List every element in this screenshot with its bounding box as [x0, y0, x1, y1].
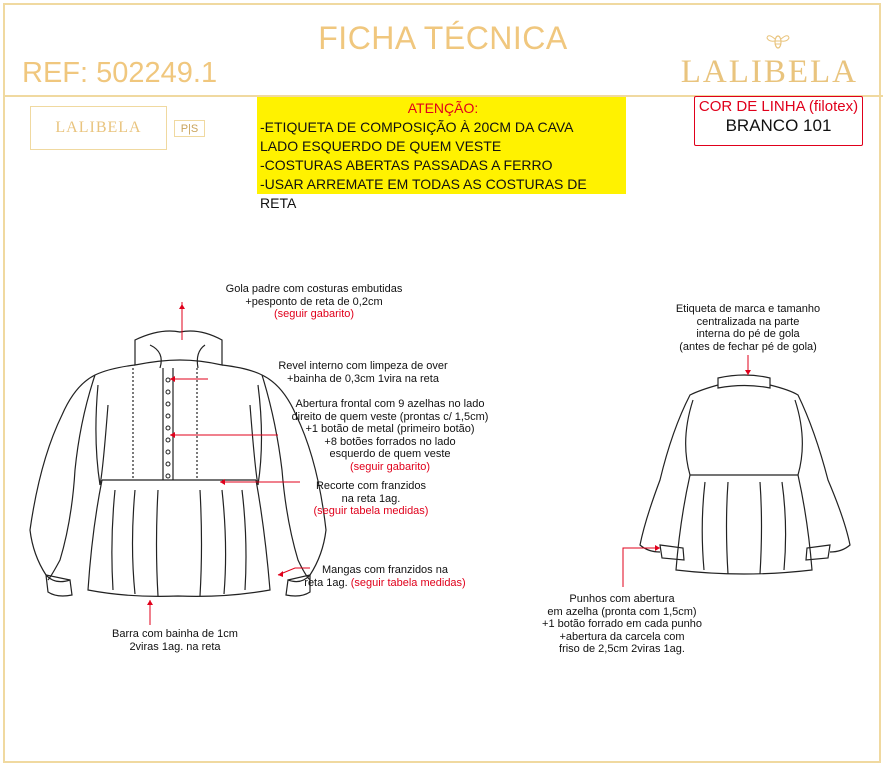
note-line: reta 1ag.: [304, 576, 348, 589]
brand-logo: LALIBELA: [680, 54, 858, 90]
note-line: esquerdo de quem veste: [329, 448, 451, 460]
note-collar: [196, 283, 432, 321]
note-cuffs: [512, 593, 732, 656]
note-line: +1 botão de metal (primeiro botão): [305, 423, 475, 435]
note-line: centralizada na parte: [696, 315, 800, 328]
note-line: (antes de fechar pé de gola): [679, 340, 817, 353]
note-hem: [90, 628, 260, 653]
note-sleeves: [290, 564, 480, 589]
note-line-red: (seguir tabela medidas): [313, 505, 429, 517]
thread-heading: COR DE LINHA (filotex): [698, 98, 859, 115]
attention-line: -ETIQUETA DE COMPOSIÇÃO À 20CM DA CAVA: [260, 119, 574, 135]
note-line: direito de quem veste (prontas c/ 1,5cm): [291, 410, 489, 423]
note-opening: [270, 398, 510, 473]
note-line-red: (seguir gabarito): [273, 308, 355, 320]
attention-line: -USAR ARREMATE EM TODAS AS COSTURAS DE RETA: [260, 176, 587, 211]
note-line: interna do pé de gola: [696, 328, 800, 340]
thread-value: BRANCO 101: [725, 116, 832, 135]
note-line: 2viras 1ag. na reta: [129, 640, 221, 653]
note-line: Mangas com franzidos na: [322, 564, 448, 576]
front-buttons: [166, 378, 170, 478]
attention-heading: ATENÇÃO:: [407, 100, 479, 116]
label-brand-box: LALIBELA: [30, 106, 167, 150]
note-line-red: (seguir tabela medidas): [350, 576, 466, 589]
note-facing: [258, 360, 468, 385]
back-view-drawing: [640, 375, 850, 574]
reference-code: REF: 502249.1: [22, 57, 218, 89]
note-line: +8 botões forrados no lado: [324, 435, 456, 448]
note-line: Abertura frontal com 9 azelhas no lado: [295, 398, 485, 410]
note-yoke: [296, 480, 446, 518]
note-line: +abertura da carcela com: [559, 630, 685, 643]
label-size-box: P|S: [174, 120, 205, 137]
note-line: em azelha (pronta com 1,5cm): [547, 605, 697, 618]
note-line: +pesponto de reta de 0,2cm: [245, 295, 383, 308]
attention-line: -COSTURAS ABERTAS PASSADAS A FERRO: [260, 157, 553, 173]
note-line: Revel interno com limpeza de over: [278, 360, 448, 372]
note-line: Etiqueta de marca e tamanho: [675, 303, 821, 315]
note-line: na reta 1ag.: [341, 492, 401, 505]
attention-line: LADO ESQUERDO DE QUEM VESTE: [260, 138, 502, 154]
note-line: Barra com bainha de 1cm: [112, 628, 238, 640]
note-brand-label: [658, 303, 838, 353]
note-line: friso de 2,5cm 2viras 1ag.: [559, 643, 685, 655]
note-line: +1 botão forrado em cada punho: [542, 618, 702, 630]
note-line-red: (seguir gabarito): [349, 460, 431, 473]
note-line: +bainha de 0,3cm 1vira na reta: [287, 372, 439, 385]
note-line: Recorte com franzidos: [315, 480, 427, 492]
note-line: Punhos com abertura: [569, 593, 675, 605]
page-title: FICHA TÉCNICA: [318, 20, 568, 56]
note-line: Gola padre com costuras embutidas: [225, 283, 403, 295]
